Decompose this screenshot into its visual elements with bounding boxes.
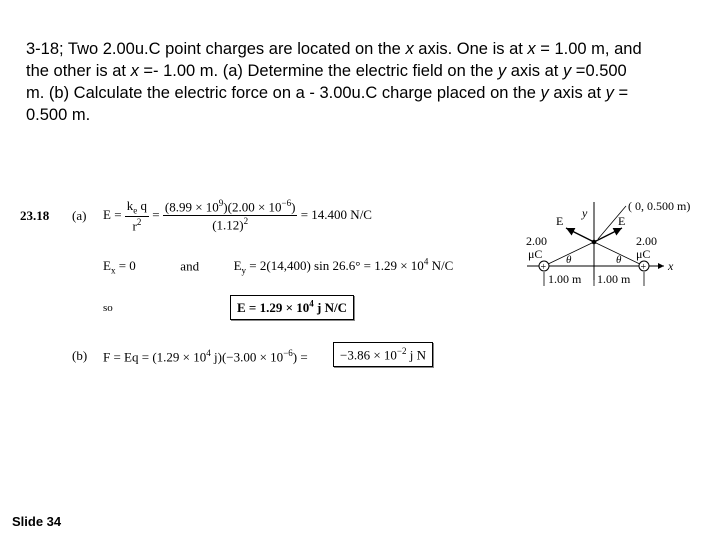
equation-field-magnitude xyxy=(103,198,372,234)
field-result: = 14.400 N/C xyxy=(300,206,372,222)
equation-force: $F = Eq = (1.29 \times 10^4$ $j)(-3.00 \times 10^{-6})$ = xyxy=(103,348,308,365)
var-y: y xyxy=(540,84,549,102)
point-label: ( 0, 0.500 m) xyxy=(628,199,691,213)
problem-text: = 0.500 m. xyxy=(26,84,629,124)
boxed-field-answer: $E = 1.29 \times 10^4$ j N/C xyxy=(230,295,354,320)
var-y: y xyxy=(605,84,614,102)
charge-right-unit: μC xyxy=(636,247,651,261)
equation-components xyxy=(103,257,453,276)
var-x: x xyxy=(527,40,536,58)
problem-statement xyxy=(26,38,646,126)
problem-text: =0.500 m. (b) Calculate the electric force on a - 3.00u.C charge placed on the xyxy=(26,62,627,102)
field-label-right: E xyxy=(618,214,626,228)
field-vector-right xyxy=(594,228,622,242)
y-axis-label: y xyxy=(582,206,588,220)
plus-sign: + xyxy=(540,262,547,273)
and-word: and xyxy=(180,258,200,274)
part-b-label: (b) xyxy=(72,348,88,363)
var-y: y xyxy=(562,62,572,80)
field-vector-left xyxy=(566,228,594,242)
var-x: x xyxy=(130,62,139,80)
part-a-label: (a) xyxy=(72,208,87,223)
charge-right-value: 2.00 xyxy=(636,234,657,248)
var-y: y xyxy=(497,62,507,80)
eq-sign: = xyxy=(152,206,160,222)
slide-number: Slide 34 xyxy=(12,514,62,529)
eq-lhs: E = xyxy=(103,206,122,222)
problem-text: 3-18; Two 2.00u.C point charges are located on the xyxy=(26,40,406,58)
problem-text: axis at xyxy=(506,62,563,80)
angle-right: θ xyxy=(616,254,622,266)
numeric-fraction: $\frac{(8.99 \times 10^9)(2.00 \times 10^{-6})}{(1.12)^2}$ xyxy=(164,198,296,233)
problem-text: axis. One is at xyxy=(413,40,528,58)
solution-number: 23.18 xyxy=(20,208,50,223)
problem-text: = 1.00 m, and the other is at xyxy=(26,40,642,80)
var-x: x xyxy=(405,40,414,58)
problem-text: axis at xyxy=(548,84,606,102)
problem-text: =- 1.00 m. (a) Determine the electric field on the xyxy=(138,62,498,80)
ex-term: $E_x = 0$ xyxy=(103,258,136,276)
charge-diagram xyxy=(522,192,714,292)
coulomb-fraction: $\frac{k_e q}{r^2}$ xyxy=(126,198,148,233)
plus-sign: + xyxy=(640,262,647,273)
distance-left: 1.00 m xyxy=(548,272,582,286)
boxed-force-answer: $-3.86 \times 10^{-2}$ j N xyxy=(333,342,433,367)
field-label-left: E xyxy=(556,214,564,228)
charge-left-unit: μC xyxy=(528,247,543,261)
x-axis-label: x xyxy=(668,259,674,273)
distance-right: 1.00 m xyxy=(597,272,631,286)
angle-left: θ xyxy=(566,254,572,266)
so-word: so xyxy=(103,302,113,314)
charge-left-value: 2.00 xyxy=(526,234,547,248)
ey-term: $E_y = 2(14,400)$ $\sin 26.6^\circ = 1.29 \times 10^4$ N/C xyxy=(233,257,454,276)
